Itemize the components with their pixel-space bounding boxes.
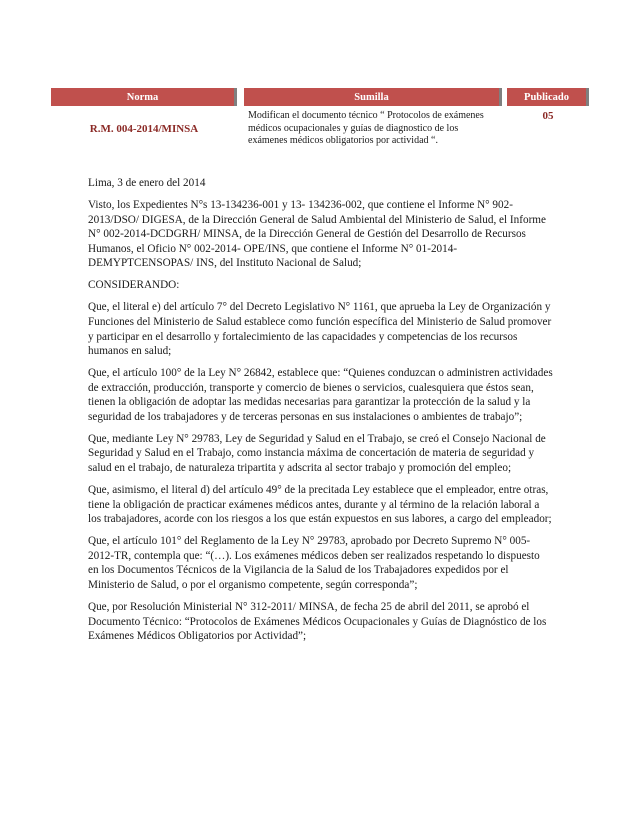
sumilla-value: Modifican el documento técnico “ Protocolos de exámenes médicos ocupacionales y guías de diagnostico de los exámenes médicos obligatorios por actividad “. bbox=[248, 110, 484, 147]
header-norma-label: Norma bbox=[126, 91, 159, 103]
header-sumilla-label: Sumilla bbox=[354, 91, 389, 103]
header-publicado bbox=[507, 88, 589, 106]
header-sumilla bbox=[244, 88, 502, 106]
paragraph-visto: Visto, los Expedientes N°s 13-134236-001 y 13- 134236-002, que contiene el Informe N° 902-2013/DSO/ DIGESA, de la Dirección General de Salud Ambiental del Ministerio de Salud, el Informe N° 002-2014-DCDGRH/ MINSA, de la Dirección General de Gestión del Desarrollo de Recursos Humanos, el Oficio N° 002-2014- OPE/INS, que contiene el Informe N° 01-2014-DEMYPTCENSOPAS/ INS, del Instituto Nacional de Salud; bbox=[88, 198, 546, 270]
header-publicado-label: Publicado bbox=[524, 91, 569, 103]
paragraph: Que, mediante Ley N° 29783, Ley de Seguridad y Salud en el Trabajo, se creó el Consejo Nacional de Seguridad y Salud en el Trabajo, como instancia máxima de concertación de materia de seguridad y salud en el trabajo, de naturaleza tripartita y adscrita al sector trabajo y promoción del empleo; bbox=[88, 432, 546, 475]
paragraph: Que, asimismo, el literal d) del artículo 49° de la precitada Ley establece que el empleador, entre otras, tiene la obligación de practicar exámenes médicos antes, durante y al término de la relación laboral a los trabajadores, acorde con los riesgos a los que están expuestos en sus labores, a cargo del empleador; bbox=[88, 484, 552, 526]
document-body bbox=[88, 176, 553, 651]
paragraph: Que, el artículo 100° de la Ley N° 26842, establece que: “Quienes conduzcan o administren actividades de extracción, producción, transporte y comercio de bienes o servicios, cualesquiera que éstos sean, tienen la obligación de adoptar las medidas necesarias para garantizar la protección de la salud y la seguridad de los trabajadores y de terceras personas en sus instalaciones o ambientes de trabajo”; bbox=[88, 367, 553, 423]
paragraph: Que, por Resolución Ministerial N° 312-2011/ MINSA, de fecha 25 de abril del 2011, se aprobó el Documento Técnico: “Protocolos de Exámenes Médicos Ocupacionales y Guías de Diagnóstico de los Exámenes Médicos Obligatorios por Actividad”; bbox=[88, 600, 547, 643]
publicado-value: 05 bbox=[542, 110, 554, 122]
date-line: Lima, 3 de enero del 2014 bbox=[88, 177, 206, 189]
paragraph: Que, el literal e) del artículo 7° del Decreto Legislativo N° 1161, que aprueba la Ley de Organización y Funciones del Ministerio de Salud establece como función específica del Ministerio de Salud promover y participar en el desarrollo y fortalecimiento de las capacidades y competencias de los recursos humanos en salud; bbox=[88, 301, 552, 358]
paragraph: Que, el artículo 101° del Reglamento de la Ley N° 29783, aprobado por Decreto Supremo N° 005-2012-TR, contempla que: “(…). Los exámenes médicos deben ser realizados respetando lo dispuesto en los Documentos Técnicos de la Vigilancia de la Salud de los Trabajadores expedidos por el Ministerio de Salud, o por el organismo competente, según corresponda”; bbox=[88, 535, 540, 591]
header-norma bbox=[51, 88, 237, 106]
norma-value: R.M. 004-2014/MINSA bbox=[89, 123, 199, 135]
paragraph-considerando: CONSIDERANDO: bbox=[88, 279, 180, 292]
